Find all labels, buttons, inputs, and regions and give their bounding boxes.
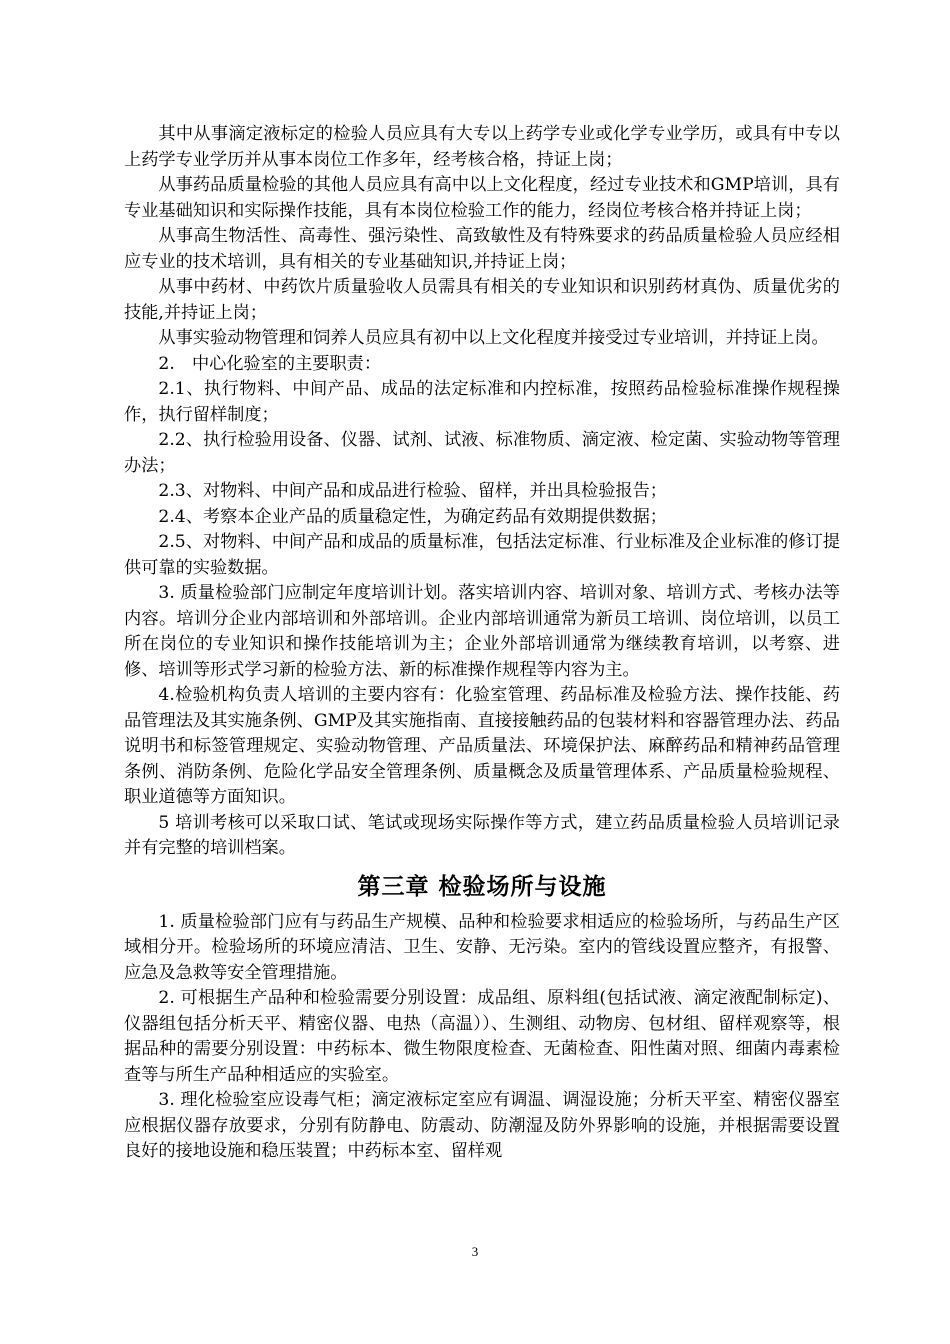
paragraph: 从事中药材、中药饮片质量验收人员需具有相关的专业知识和识别药材真伪、质量优劣的技能,并持证上岗； bbox=[124, 277, 840, 323]
paragraph: 3. 质量检验部门应制定年度培训计划。落实培训内容、培训对象、培训方式、考核办法等内容。培训分企业内部培训和外部培训。企业内部培训通常为新员工培训、岗位培训，以员工所在岗位的专业知识和操作技能培训为主；企业外部培训通常为继续教育培训，以考察、进修、培训等形式学习新的检验方法、新的标准操作规程等内容为主。 bbox=[124, 583, 840, 680]
paragraph: 2. 可根据生产品种和检验需要分别设置：成品组、原料组(包括试液、滴定液配制标定)、仪器组包括分析天平、精密仪器、电热（高温））、生测组、动物房、包材组、留样观察等，根据品种的需要分别设置：中药标本、微生物限度检查、无菌检查、阳性菌对照、细菌内毒素检查等与所生产品种相适应的实验室。 bbox=[124, 988, 840, 1085]
paragraph: 1. 质量检验部门应有与药品生产规模、品种和检验要求相适应的检验场所，与药品生产区域相分开。检验场所的环境应清洁、卫生、安静、无污染。室内的管线设置应整齐，有报警、应急及急救等安全管理措施。 bbox=[124, 911, 840, 983]
paragraph: 从事实验动物管理和饲养人员应具有初中以上文化程度并接受过专业培训，并持证上岗。 bbox=[158, 328, 829, 348]
paragraph: 2.4、考察本企业产品的质量稳定性，为确定药品有效期提供数据； bbox=[158, 506, 667, 527]
paragraph: 2.1、执行物料、中间产品、成品的法定标准和内控标准，按照药品检验标准操作规程操作，执行留样制度； bbox=[124, 379, 840, 425]
paragraph: 从事高生物活性、高毒性、强污染性、高致敏性及有特殊要求的药品质量检验人员应经相应专业的技术培训，具有相关的专业基础知识,并持证上岗； bbox=[124, 226, 840, 272]
paragraph: 从事药品质量检验的其他人员应具有高中以上文化程度，经过专业技术和GMP培训，具有专业基础知识和实际操作技能，具有本岗位检验工作的能力，经岗位考核合格并持证上岗； bbox=[124, 175, 840, 221]
chapter-title: 第三章 检验场所与设施 bbox=[357, 873, 607, 900]
paragraph: 5 培训考核可以采取口试、笔试或现场实际操作等方式，建立药品质量检验人员培训记录并有完整的培训档案。 bbox=[124, 812, 840, 858]
paragraph: 2.2、执行检验用设备、仪器、试剂、试液、标准物质、滴定液、检定菌、实验动物等管理办法； bbox=[124, 430, 840, 476]
paragraph: 3. 理化检验室应设毒气柜；滴定液标定室应有调温、调湿设施；分析天平室、精密仪器室应根据仪器存放要求，分别有防静电、防震动、防潮湿及防外界影响的设施，并根据需要设置良好的接地设施和稳压装置；中药标本室、留样观 bbox=[124, 1090, 840, 1161]
paragraph: 其中从事滴定液标定的检验人员应具有大专以上药学专业或化学专业学历，或具有中专以上药学专业学历并从事本岗位工作多年，经考核合格，持证上岗； bbox=[124, 124, 840, 170]
page-number: 3 bbox=[471, 1244, 479, 1259]
paragraph: 4.检验机构负责人培训的主要内容有：化验室管理、药品标准及检验方法、操作技能、药品管理法及其实施条例、GMP及其实施指南、直接接触药品的包装材料和容器管理办法、药品说明书和标签管理规定、实验动物管理、产品质量法、环境保护法、麻醉药品和精神药品管理条例、消防条例、危险化学品安全管理条例、质量概念及质量管理体系、产品质量检验规程、职业道德等方面知识。 bbox=[124, 685, 840, 807]
paragraph: 2. 中心化验室的主要职责： bbox=[158, 353, 382, 374]
paragraph: 2.3、对物料、中间产品和成品进行检验、留样，并出具检验报告； bbox=[158, 481, 667, 501]
section-personnel-training bbox=[124, 122, 840, 862]
section-inspection-facilities bbox=[124, 910, 840, 1165]
paragraph: 2.5、对物料、中间产品和成品的质量标准，包括法定标准、行业标准及企业标准的修订提供可靠的实验数据。 bbox=[124, 532, 840, 578]
page-content bbox=[124, 122, 840, 1165]
